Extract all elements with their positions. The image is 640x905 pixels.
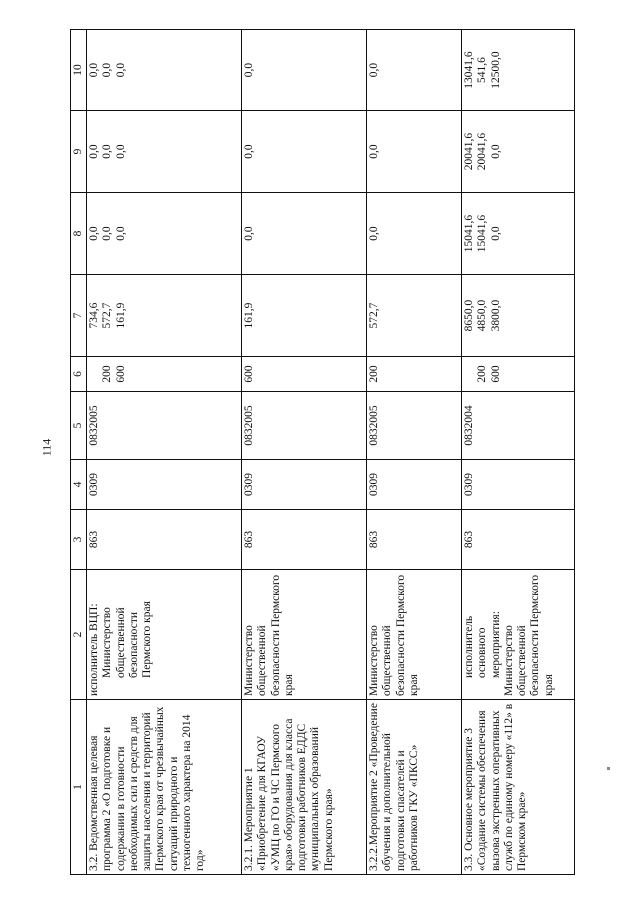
value-line: 15041,6 (463, 214, 476, 253)
executor-cell (87, 570, 242, 700)
amount-2017-cell (87, 30, 242, 111)
value-line: 0,0 (489, 226, 502, 241)
program-name-cell: 3.2. Ведомственная целевая программа 2 «О подготовке и содержании в готовности необходимых сил и средств для защиты населения и территорий Пермского края от чрезвычайных ситуаций природного и техногенного характера на 2014 год» (87, 700, 242, 875)
header-cell: 1 (71, 700, 87, 875)
program-name-cell: 3.3. Основное мероприятие 3 «Создание системы обеспечения вызова экстренных оперативных служб по единому номеру «112» в Пермском крае» (462, 700, 575, 875)
amount-2014-cell: 572,7 (367, 275, 462, 357)
expense-type-cell: 600 (242, 357, 367, 392)
value-line (463, 360, 476, 388)
amount-2014-cell (87, 275, 242, 357)
amount-2016-cell: 0,0 (367, 111, 462, 193)
table-row (367, 30, 462, 875)
value-line: 600 (114, 365, 127, 383)
value-line: 15041,6 (476, 214, 489, 253)
amount-2015-cell (87, 193, 242, 275)
header-cell: 4 (71, 460, 87, 510)
target-article-cell: 0832005 (242, 392, 367, 460)
amount-2014-cell (462, 275, 575, 357)
section-cell: 0309 (242, 460, 367, 510)
header-cell: 8 (71, 193, 87, 275)
executor-heading: исполнитель ВЦП: (88, 603, 101, 696)
executor-name: Министерство общественной безопасности Пермского края (243, 574, 295, 696)
header-cell: 9 (71, 111, 87, 193)
value-line: 200 (476, 365, 489, 383)
value-line: 734,6 (88, 302, 101, 329)
amount-2017-cell: 0,0 (242, 30, 367, 111)
value-line: 0,0 (114, 226, 127, 241)
amount-2017-cell: 0,0 (367, 30, 462, 111)
executor-heading: исполнитель основного мероприятия: (463, 611, 502, 678)
grbs-cell: 863 (242, 510, 367, 570)
value-line: 0,0 (101, 62, 114, 78)
header-cell: 6 (71, 357, 87, 392)
program-name-cell: 3.2.1. Мероприятие 1 «Приобретение для КГАОУ «УМЦ по ГО и ЧС Пермского края» оборудования для класса подготовки работников ЕДДС муниципальных образований Пермского края» (242, 700, 367, 875)
executor-cell (367, 570, 462, 700)
value-line: 0,0 (489, 144, 502, 159)
section-cell: 0309 (462, 460, 575, 510)
amount-2016-cell (87, 111, 242, 193)
amount-2016-cell (462, 111, 575, 193)
table-row (462, 30, 575, 875)
target-article-cell: 0832005 (367, 392, 462, 460)
expense-type-cell (462, 357, 575, 392)
value-line: 0,0 (88, 62, 101, 78)
value-line: 161,9 (114, 302, 127, 329)
page-number: 114 (39, 438, 54, 457)
amount-2015-cell: 0,0 (367, 193, 462, 275)
table-row (87, 30, 242, 875)
expense-type-cell: 200 (367, 357, 462, 392)
value-line: 13041,6 (463, 51, 476, 89)
value-line: 572,7 (101, 302, 114, 329)
value-line: 3800,0 (489, 299, 502, 332)
header-cell: 10 (71, 30, 87, 111)
value-line: 600 (489, 365, 502, 383)
header-cell: 3 (71, 510, 87, 570)
value-line: 12500,0 (489, 51, 502, 89)
grbs-cell: 863 (87, 510, 242, 570)
amount-2015-cell (462, 193, 575, 275)
section-cell: 0309 (367, 460, 462, 510)
value-line: 20041,6 (463, 132, 476, 171)
amount-2015-cell: 0,0 (242, 193, 367, 275)
value-line: 0,0 (101, 144, 114, 159)
grbs-cell: 863 (462, 510, 575, 570)
grbs-cell: 863 (367, 510, 462, 570)
budget-table (70, 29, 575, 875)
header-cell: 7 (71, 275, 87, 357)
executor-name: Министерство общественной безопасности Пермского края (368, 574, 420, 696)
target-article-cell: 0832004 (462, 392, 575, 460)
value-line: 0,0 (101, 226, 114, 241)
amount-2017-cell (462, 30, 575, 111)
value-line: 0,0 (88, 226, 101, 241)
amount-2016-cell: 0,0 (242, 111, 367, 193)
value-line: 20041,6 (476, 132, 489, 171)
value-line: 0,0 (114, 144, 127, 159)
executor-cell (462, 570, 575, 700)
target-article-cell: 0832005 (87, 392, 242, 460)
rotated-table-container (70, 30, 575, 875)
header-cell: 5 (71, 392, 87, 460)
value-line: 200 (101, 365, 114, 383)
amount-2014-cell: 161,9 (242, 275, 367, 357)
program-name-cell: 3.2.2.Мероприятие 2 «Проведение обучения и дополнительной подготовки спасателей и работников ГКУ «ПКСС» (367, 700, 462, 875)
executor-cell (242, 570, 367, 700)
executor-name: Министерство общественной безопасности Пермского края (101, 601, 154, 678)
value-line (88, 360, 101, 388)
expense-type-cell (87, 357, 242, 392)
table-row (242, 30, 367, 875)
header-row (71, 30, 87, 875)
header-cell: 2 (71, 570, 87, 700)
section-cell: 0309 (87, 460, 242, 510)
value-line: 0,0 (88, 144, 101, 159)
value-line: 0,0 (114, 62, 127, 78)
value-line: 4850,0 (476, 299, 489, 332)
scan-mark (607, 767, 610, 770)
value-line: 541,6 (476, 57, 489, 83)
executor-name: Министерство общественной безопасности Пермского края (502, 574, 555, 696)
value-line: 8650,0 (463, 299, 476, 332)
